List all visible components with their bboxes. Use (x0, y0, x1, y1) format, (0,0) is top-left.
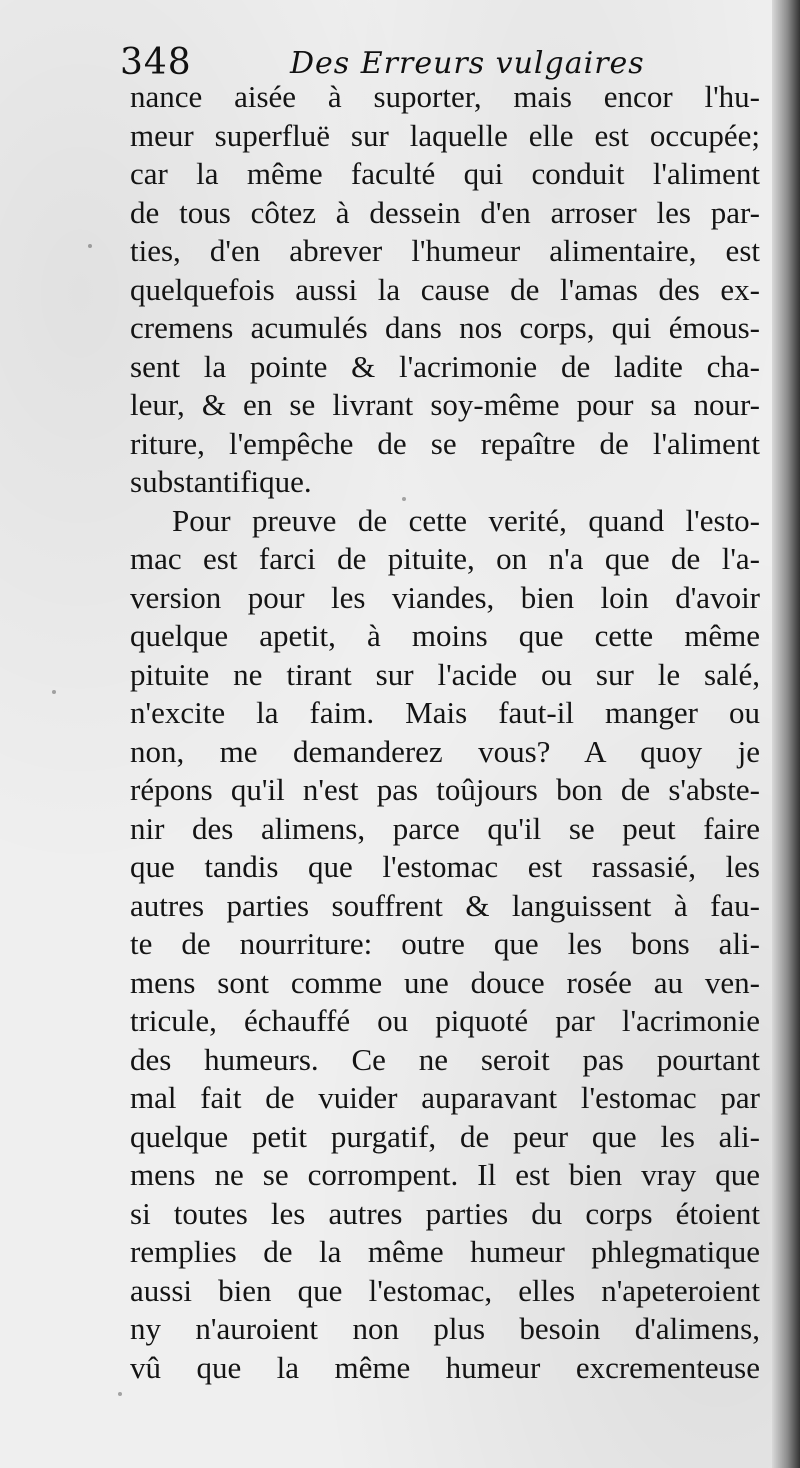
text-line: mens ne se corrompent. Il est bien vray que (130, 1157, 760, 1192)
text-line: répons qu'il n'est pas toûjours bon de s'abste- (130, 772, 760, 807)
text-line: cremens acumulés dans nos corps, qui émous- (130, 310, 760, 345)
body-text (130, 78, 760, 1387)
text-line: meur superfluë sur laquelle elle est occupée; (130, 117, 760, 153)
text-line: vû que la même humeur excrementeuse (130, 1349, 760, 1385)
text-line: sent la pointe & l'acrimonie de ladite cha- (130, 348, 760, 384)
text-line: mal fait de vuider auparavant l'estomac par (130, 1080, 760, 1115)
text-line: nance aisée à suporter, mais encor l'hu- (130, 79, 760, 114)
text-line: si toutes les autres parties du corps étoient (130, 1195, 760, 1231)
paper-speck (88, 244, 92, 248)
text-line: Pour preuve de cette verité, quand l'esto- (172, 502, 760, 538)
text-line: de tous côtez à dessein d'en arroser les par- (130, 194, 760, 230)
text-line: aussi bien que l'estomac, elles n'apeteroient (130, 1272, 760, 1308)
paper-speck (402, 497, 406, 501)
text-line: quelquefois aussi la cause de l'amas des ex- (130, 271, 760, 307)
page-gutter-shadow (772, 0, 800, 1468)
text-line: que tandis que l'estomac est rassasié, les (130, 849, 760, 884)
text-line: tricule, échauffé ou piquoté par l'acrimonie (130, 1003, 760, 1038)
text-line: quelque apetit, à moins que cette même (130, 618, 760, 653)
text-line: des humeurs. Ce ne seroit pas pourtant (130, 1041, 760, 1077)
text-line: leur, & en se livrant soy-même pour sa nour- (130, 387, 760, 422)
text-line: riture, l'empêche de se repaître de l'aliment (130, 425, 760, 461)
text-line: mens sont comme une douce rosée au ven- (130, 964, 760, 1000)
text-line: remplies de la même humeur phlegmatique (130, 1234, 760, 1269)
text-line: version pour les viandes, bien loin d'avoir (130, 579, 760, 615)
text-line: autres parties souffrent & languissent à fau- (130, 887, 760, 923)
paper-speck (118, 1392, 122, 1396)
text-line: ties, d'en abrever l'humeur alimentaire, est (130, 233, 760, 268)
text-line: non, me demanderez vous? A quoy je (130, 733, 760, 769)
paper-speck (52, 690, 56, 694)
page-number: 348 (120, 42, 192, 83)
text-line: car la même faculté qui conduit l'aliment (130, 156, 760, 191)
text-line: pituite ne tirant sur l'acide ou sur le salé, (130, 656, 760, 692)
text-line: nir des alimens, parce qu'il se peut faire (130, 810, 760, 846)
text-line: ny n'auroient non plus besoin d'alimens, (130, 1311, 760, 1346)
text-line: n'excite la faim. Mais faut-il manger ou (130, 695, 760, 730)
text-line: te de nourriture: outre que les bons ali- (130, 926, 760, 961)
text-line: substantifique. (130, 464, 312, 499)
text-line: quelque petit purgatif, de peur que les ali- (130, 1118, 760, 1154)
text-line: mac est farci de pituite, on n'a que de l'a- (130, 541, 760, 576)
running-title: Des Erreurs vulgaires (290, 46, 645, 81)
